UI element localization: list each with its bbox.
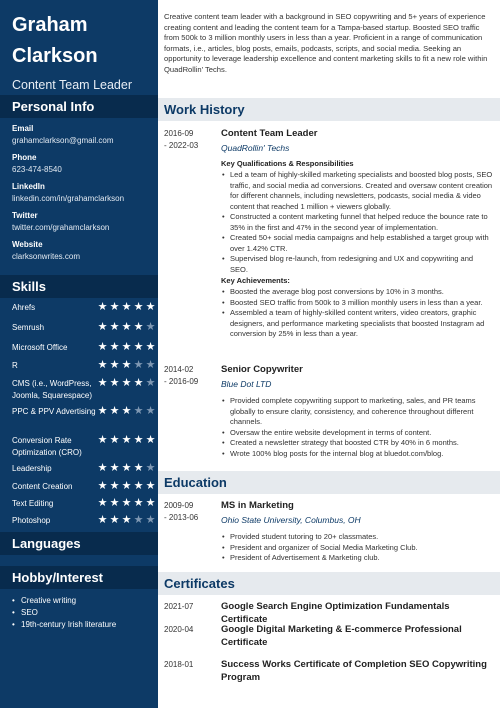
skill-row (12, 435, 156, 463)
linkedin-link[interactable]: linkedin.com/in/grahamclarkson (12, 194, 125, 203)
star-filled-icon: ★ (109, 405, 120, 417)
star-filled-icon: ★ (133, 497, 144, 509)
contact-twitter (12, 211, 154, 240)
star-empty-icon: ★ (133, 514, 144, 526)
skill-name: Conversion Rate Optimization (CRO) (12, 436, 82, 457)
job-dates (164, 364, 216, 388)
star-empty-icon: ★ (145, 462, 156, 474)
skill-name: Semrush (12, 323, 45, 332)
skill-name: Text Editing (12, 499, 54, 508)
skill-row (12, 498, 156, 515)
star-empty-icon: ★ (145, 405, 156, 417)
list-item: • Oversaw the entire website development in terms of content. (221, 428, 493, 439)
contact-phone (12, 153, 154, 182)
star-filled-icon: ★ (109, 377, 120, 389)
star-filled-icon: ★ (109, 462, 120, 474)
skills-heading: Skills (0, 275, 158, 298)
star-filled-icon: ★ (121, 480, 132, 492)
certificate-title: Success Works Certificate of Completion SEO Copywriting Program (221, 659, 487, 683)
list-item: • Wrote 100% blog posts for the internal blog at bluedot.com/blog. (221, 449, 493, 460)
star-filled-icon: ★ (121, 301, 132, 313)
star-filled-icon: ★ (97, 497, 108, 509)
skill-rating (97, 515, 156, 526)
skill-row (12, 342, 156, 360)
hobby-item: • 19th-century Irish literature (12, 620, 154, 629)
skill-rating (97, 463, 156, 474)
star-filled-icon: ★ (145, 480, 156, 492)
star-filled-icon: ★ (97, 377, 108, 389)
work-history-heading: Work History (158, 98, 500, 121)
profile-summary: Creative content team leader with a background in SEO copywriting and 5+ years of experience creating content and leading the content team for a Tampa-based startup. Boosted SEO traffic from 500k to 3 million monthly users in less than a year. Proficient in a range of communication formats, i.e., articles, blog posts, emails, podcasts, scripts, and social media. Seeking an opportunity to leverage leadership excellence and content marketing skills to fit a new role within QuadRollin' Techs. (164, 12, 488, 74)
achievements-heading: Key Achievements: (221, 276, 290, 285)
skill-row (12, 378, 156, 406)
star-filled-icon: ★ (133, 480, 144, 492)
skill-rating (97, 360, 156, 371)
star-filled-icon: ★ (121, 497, 132, 509)
star-filled-icon: ★ (97, 301, 108, 313)
skill-name: PPC & PPV Advertising (12, 407, 96, 416)
job-title: Senior Copywriter (221, 364, 303, 375)
list-item: • Created a newsletter strategy that boosted CTR by 40% in 6 months. (221, 438, 493, 449)
hobby-item: • SEO (12, 608, 154, 617)
list-item: • Supervised blog re-launch, from redesigning and UX and copywriting and SEO. (221, 254, 493, 275)
list-item: • President and organizer of Social Media Marketing Club. (221, 543, 493, 554)
skill-name: R (12, 361, 18, 370)
job-date-end: - 2016-09 (164, 377, 199, 386)
job-body (221, 364, 493, 459)
list-item: • Led a team of highly-skilled marketing specialists and boosted blog posts, SEO traffic, and social media ad conversions. Created and oversaw content creation for different channels, including newsletters, podcasts, social media & video content that reached 1 million + viewers globally. (221, 170, 493, 212)
star-filled-icon: ★ (97, 341, 108, 353)
company-name: Blue Dot LTD (221, 379, 272, 389)
contact-list (12, 124, 154, 269)
star-empty-icon: ★ (145, 359, 156, 371)
website-link[interactable]: clarksonwrites.com (12, 252, 81, 261)
qualifications-list (221, 170, 493, 275)
certificate-title: Google Digital Marketing & E-commerce Professional Certificate (221, 624, 462, 648)
job-date-end: - 2022-03 (164, 141, 199, 150)
name-first: Graham (12, 14, 88, 36)
list-item: • Assembled a team of highly-skilled content writers, video creators, graphic designers, and performance marketing specialists that boosted Instagram ad conversion by 25% in less than a year. (221, 308, 493, 340)
email-value[interactable]: grahamclarkson@gmail.com (12, 136, 114, 145)
certificate-date: 2021-07 (164, 602, 194, 611)
job-dates (164, 128, 216, 152)
list-item: • Boosted SEO traffic from 500k to 3 million monthly users in less than a year. (221, 298, 493, 309)
skill-rating (97, 378, 156, 389)
star-empty-icon: ★ (145, 321, 156, 333)
star-filled-icon: ★ (121, 514, 132, 526)
star-filled-icon: ★ (109, 341, 120, 353)
star-filled-icon: ★ (133, 377, 144, 389)
skill-name: Ahrefs (12, 303, 36, 312)
contact-label: Website (12, 240, 43, 249)
star-filled-icon: ★ (97, 321, 108, 333)
star-filled-icon: ★ (109, 514, 120, 526)
star-filled-icon: ★ (121, 359, 132, 371)
skill-row (12, 406, 156, 435)
star-empty-icon: ★ (133, 405, 144, 417)
skill-rating (97, 322, 156, 333)
star-empty-icon: ★ (145, 377, 156, 389)
education-bullets (221, 532, 493, 564)
certificate-date: 2018-01 (164, 660, 194, 669)
skill-row (12, 360, 156, 378)
star-filled-icon: ★ (109, 497, 120, 509)
job-bullets (221, 396, 493, 459)
star-empty-icon: ★ (145, 514, 156, 526)
star-filled-icon: ★ (121, 462, 132, 474)
list-item: • Boosted the average blog post conversions by 10% in 3 months. (221, 287, 493, 298)
star-filled-icon: ★ (97, 434, 108, 446)
star-filled-icon: ★ (97, 359, 108, 371)
list-item: • Provided complete copywriting support to marketing, sales, and PR teams globally to ensure clarity, consistency, and coherence throughout different channels. (221, 396, 493, 428)
star-filled-icon: ★ (109, 480, 120, 492)
certificates-heading: Certificates (158, 572, 500, 595)
education-heading: Education (158, 471, 500, 494)
star-filled-icon: ★ (133, 434, 144, 446)
contact-label: Twitter (12, 211, 38, 220)
skills-list (12, 302, 156, 532)
star-filled-icon: ★ (109, 434, 120, 446)
star-filled-icon: ★ (121, 321, 132, 333)
star-filled-icon: ★ (109, 321, 120, 333)
list-item: • President of Advertisement & Marketing club. (221, 553, 493, 564)
job-date-start: 2014-02 (164, 365, 194, 374)
star-filled-icon: ★ (121, 434, 132, 446)
star-filled-icon: ★ (133, 301, 144, 313)
education-date-end: - 2013-06 (164, 513, 199, 522)
star-filled-icon: ★ (121, 405, 132, 417)
list-item: • Created 50+ social media campaigns and help established a target group with over 1.42% CTR. (221, 233, 493, 254)
skill-rating (97, 498, 156, 509)
job-title: Content Team Leader (12, 78, 132, 92)
skill-name: Content Creation (12, 482, 73, 491)
skill-row (12, 322, 156, 342)
star-filled-icon: ★ (109, 301, 120, 313)
hobby-heading: Hobby/Interest (0, 566, 158, 589)
job-body (221, 128, 493, 340)
star-filled-icon: ★ (97, 405, 108, 417)
education-date-start: 2009-09 (164, 501, 194, 510)
contact-linkedin (12, 182, 154, 211)
star-filled-icon: ★ (133, 341, 144, 353)
skill-row (12, 463, 156, 481)
star-filled-icon: ★ (97, 462, 108, 474)
skill-rating (97, 302, 156, 313)
certificate-date: 2020-04 (164, 625, 194, 634)
education-dates (164, 500, 216, 524)
contact-label: LinkedIn (12, 182, 45, 191)
skill-rating (97, 342, 156, 353)
list-item: • Constructed a content marketing funnel that helped reduce the bounce rate to 35% in the first and 47% in the second year of implementation. (221, 212, 493, 233)
languages-heading: Languages (0, 532, 158, 555)
twitter-link[interactable]: twitter.com/grahamclarkson (12, 223, 110, 232)
achievements-list (221, 287, 493, 340)
personal-info-heading: Personal Info (0, 95, 158, 118)
hobby-item: • Creative writing (12, 596, 154, 605)
star-filled-icon: ★ (121, 377, 132, 389)
star-filled-icon: ★ (145, 341, 156, 353)
hobby-list (12, 596, 154, 632)
qualifications-heading: Key Qualifications & Responsibilities (221, 159, 354, 168)
contact-label: Email (12, 124, 34, 133)
star-empty-icon: ★ (133, 359, 144, 371)
contact-website (12, 240, 154, 269)
star-filled-icon: ★ (145, 301, 156, 313)
star-filled-icon: ★ (133, 462, 144, 474)
contact-email (12, 124, 154, 153)
star-filled-icon: ★ (97, 514, 108, 526)
job-date-start: 2016-09 (164, 129, 194, 138)
phone-value[interactable]: 623-474-8540 (12, 165, 62, 174)
list-item: • Provided student tutoring to 20+ classmates. (221, 532, 493, 543)
job-title: Content Team Leader (221, 128, 318, 139)
star-filled-icon: ★ (145, 497, 156, 509)
skill-name: Microsoft Office (12, 343, 68, 352)
skill-rating (97, 406, 156, 417)
name-last: Clarkson (12, 45, 98, 67)
star-filled-icon: ★ (133, 321, 144, 333)
star-filled-icon: ★ (145, 434, 156, 446)
skill-name: CMS (i.e., WordPress, Joomla, Squarespace) (12, 379, 93, 400)
degree-title: MS in Marketing (221, 500, 294, 511)
skill-name: Leadership (12, 464, 52, 473)
skill-name: Photoshop (12, 516, 51, 525)
skill-row (12, 302, 156, 322)
skill-rating (97, 435, 156, 446)
certificate-title: Google Search Engine Optimization Fundamentals Certificate (221, 601, 450, 625)
skill-row (12, 515, 156, 532)
school-name: Ohio State University, Columbus, OH (221, 515, 361, 525)
company-name: QuadRollin' Techs (221, 143, 290, 153)
education-body (221, 500, 493, 564)
skill-rating (97, 481, 156, 492)
skill-row (12, 481, 156, 498)
sidebar (0, 0, 158, 708)
star-filled-icon: ★ (121, 341, 132, 353)
star-filled-icon: ★ (97, 480, 108, 492)
star-filled-icon: ★ (109, 359, 120, 371)
contact-label: Phone (12, 153, 37, 162)
